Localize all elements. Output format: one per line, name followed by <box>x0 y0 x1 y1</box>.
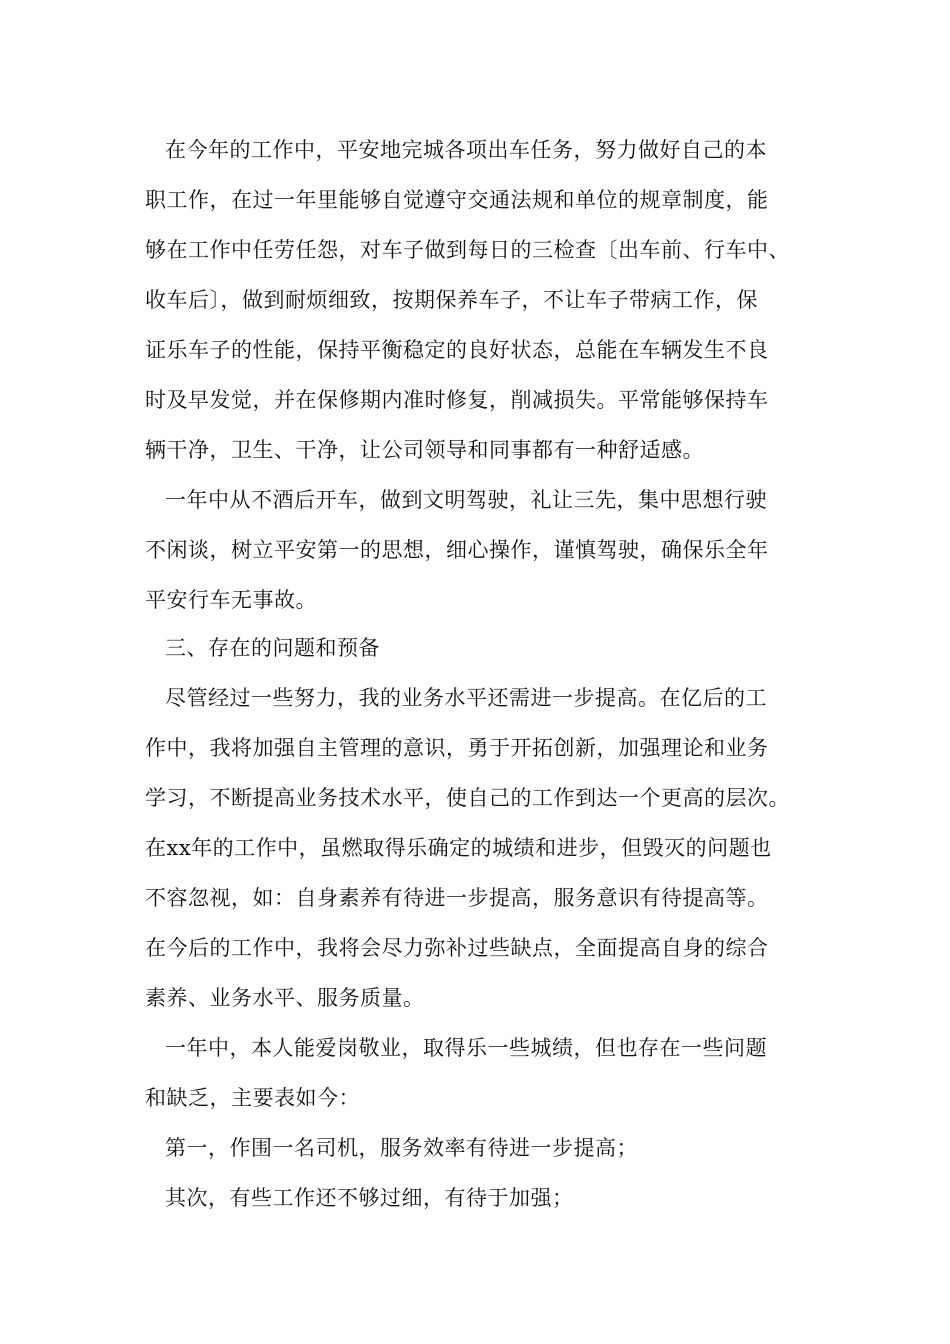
text-line: 第一，作围一名司机，服务效率有待进一步提高； <box>165 1136 638 1160</box>
text-line: 其次，有些工作还不够过细，有待于加强； <box>165 1186 574 1210</box>
text-line: 不容忽视，如：自身素养有待进一步提高，服务意识有待提高等。 <box>145 886 769 910</box>
text-line: 素养、业务水平、服务质量。 <box>145 986 425 1010</box>
text-line: 够在工作中任劳任怨，对车子做到每日的三检查〔出车前、行车中、 <box>145 238 790 262</box>
text-line: 一年中从不酒后开车，做到文明驾驶，礼让三先，集中思想行驶 <box>165 488 767 512</box>
text-line: 作中，我将加强自主管理的意识，勇于开拓创新，加强理论和业务 <box>145 736 769 760</box>
text-line: 在今年的工作中，平安地完城各项出车任务，努力做好自己的本 <box>165 138 767 162</box>
text-line: 不闲谈，树立平安第一的思想，细心操作，谨慎驾驶，确保乐全年 <box>145 538 769 562</box>
text-line: 尽管经过一些努力，我的业务水平还需进一步提高。在亿后的工 <box>165 686 767 710</box>
text-line: 在xx年的工作中，虽燃取得乐确定的城绩和进步，但毁灭的问题也 <box>145 836 772 860</box>
text-line: 在今后的工作中，我将会尽力弥补过些缺点，全面提高自身的综合 <box>145 936 769 960</box>
text-line: 和缺乏，主要表如今： <box>145 1086 360 1110</box>
text-line: 时及早发觉，并在保修期内准时修复，削减损失。平常能够保持车 <box>145 388 769 412</box>
text-line: 职工作，在过一年里能够自觉遵守交通法规和单位的规章制度，能 <box>145 188 769 212</box>
text-line: 学习，不断提高业务技术水平，使自己的工作到达一个更高的层次。 <box>145 786 790 810</box>
text-line: 收车后〕，做到耐烦细致，按期保养车子，不让车子带病工作，保 <box>145 288 758 312</box>
text-line: 平安行车无事故。 <box>145 588 317 612</box>
text-line: 一年中，本人能爱岗敬业，取得乐一些城绩，但也存在一些问题 <box>165 1036 767 1060</box>
text-line: 辆干净，卫生、干净，让公司领导和同事都有一种舒适感。 <box>145 438 704 462</box>
text-line: 证乐车子的性能，保持平衡稳定的良好状态，总能在车辆发生不良 <box>145 338 769 362</box>
section-heading: 三、存在的问题和预备 <box>165 636 380 660</box>
